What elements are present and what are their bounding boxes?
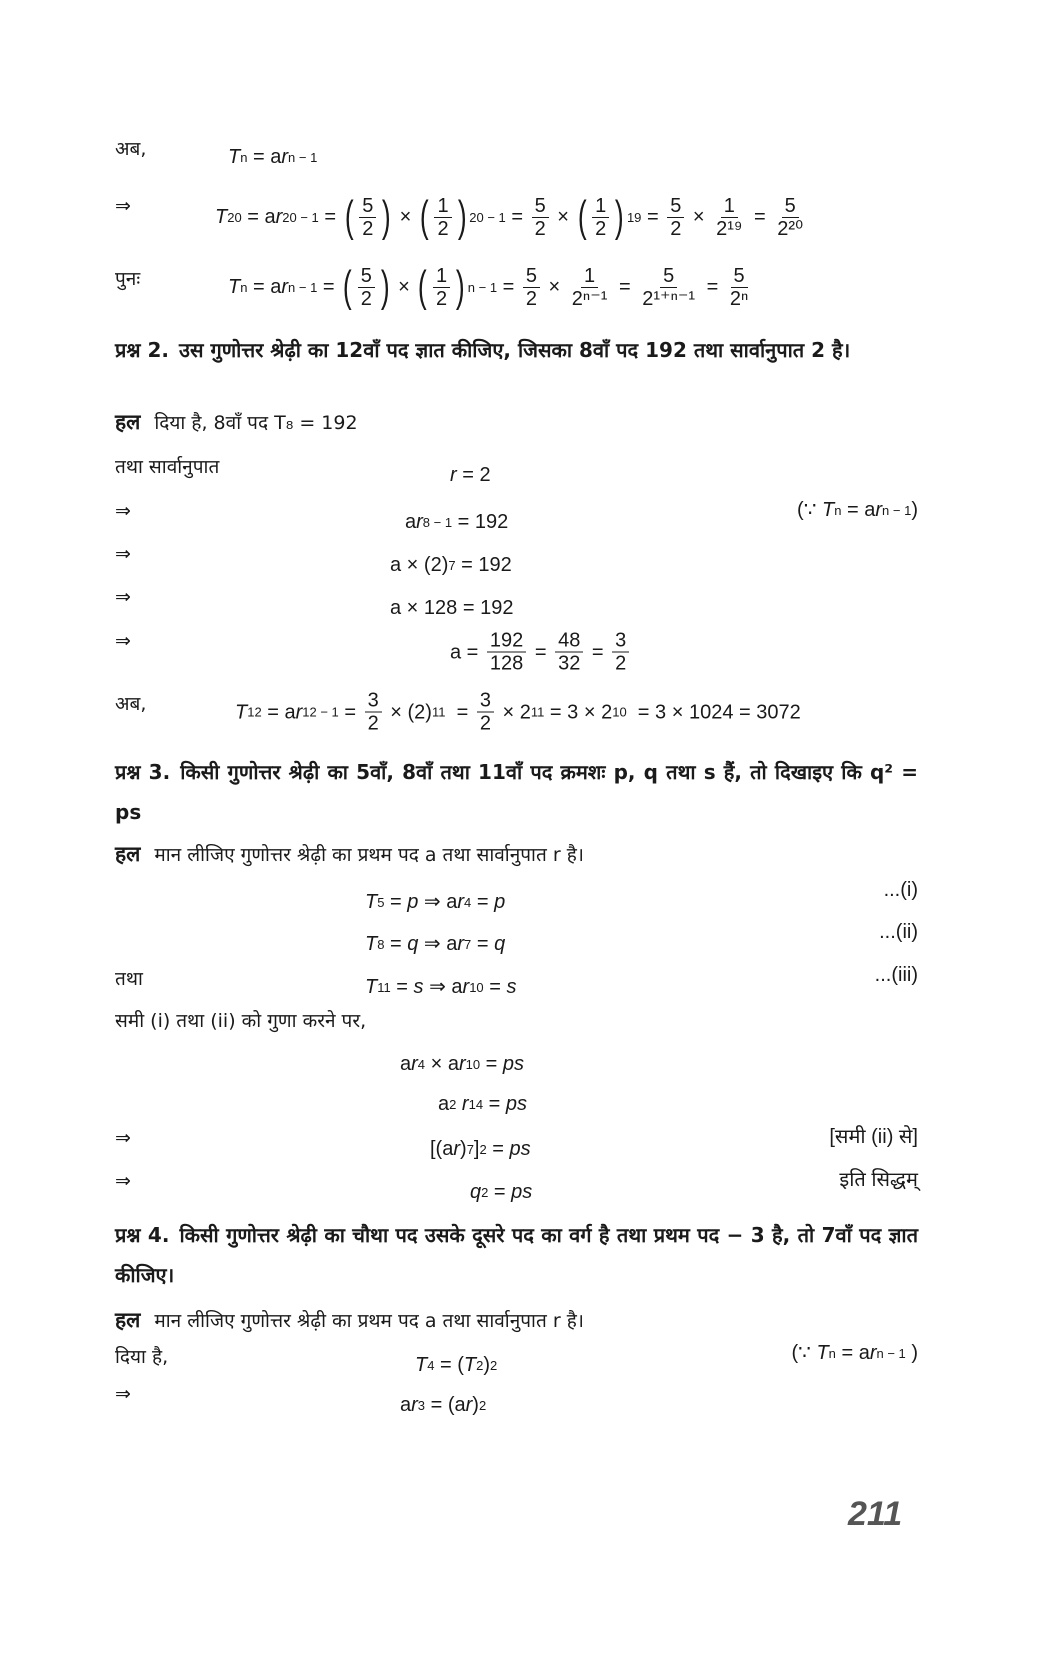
math-expression <box>400 1395 486 1415</box>
math-text: = (a <box>425 1394 466 1416</box>
math-variable: T <box>415 1354 428 1376</box>
numerator: 5 <box>667 196 684 218</box>
math-text: ⇒ a <box>418 933 458 955</box>
fraction <box>639 266 698 309</box>
equation <box>228 147 317 167</box>
equation <box>215 192 809 241</box>
page-number: 211 <box>848 1495 903 1533</box>
superscript: 2 <box>479 1141 487 1157</box>
fraction <box>477 691 494 734</box>
math-variable: r <box>457 933 465 955</box>
line-label: ⇒ <box>115 1383 131 1405</box>
math-variable: r <box>458 1053 466 1075</box>
numerator: 3 <box>612 631 629 653</box>
superscript: 2 <box>490 1357 498 1373</box>
superscript: n − 1 <box>876 1345 906 1361</box>
subscript: n <box>240 149 248 165</box>
math-text: = a <box>261 701 296 723</box>
math-variable: r <box>275 206 283 228</box>
subscript: 8 <box>377 936 385 952</box>
equation <box>228 262 754 311</box>
line-label: ⇒ <box>115 500 131 522</box>
superscript: 3 <box>417 1397 426 1413</box>
question-text: किसी गुणोत्तर श्रेढ़ी का 5वाँ, 8वाँ तथा 11वाँ पद क्रमशः p, q तथा s हैं, तो दिखाइए कि q² = ps <box>115 760 918 824</box>
math-expression <box>884 880 918 900</box>
fraction <box>592 196 609 239</box>
math-expression <box>390 598 513 618</box>
fraction <box>555 631 583 674</box>
subscript: n <box>240 279 248 295</box>
superscript: 19 <box>626 209 642 225</box>
math-text: ...(i) <box>883 879 918 901</box>
numerator: 192 <box>487 631 526 653</box>
equation <box>400 1054 524 1074</box>
math-text: = 192 <box>452 511 509 533</box>
superscript: 11 <box>530 704 545 720</box>
math-text: ) <box>911 499 918 521</box>
math-variable: T <box>463 1354 477 1376</box>
math-variable: T <box>215 206 228 228</box>
math-text: = ( <box>434 1354 464 1376</box>
math-text: = a <box>835 1342 870 1364</box>
line-label: तथा सार्वानुपात <box>115 456 220 478</box>
numerator: 5 <box>731 266 748 288</box>
math-text: a <box>400 1394 412 1416</box>
math-text: = <box>505 206 529 228</box>
math-text: a × 128 = 192 <box>390 597 514 619</box>
math-variable: T <box>228 276 241 298</box>
math-variable: p <box>407 891 419 913</box>
fraction <box>433 266 450 309</box>
math-text: a × (2) <box>390 554 449 576</box>
equation-note <box>884 880 918 900</box>
math-variable: r <box>411 1394 418 1416</box>
equation <box>365 892 505 912</box>
math-variable: s <box>506 976 517 998</box>
math-expression <box>792 1343 919 1363</box>
math-expression <box>450 631 632 674</box>
line-label: ⇒ <box>115 543 131 565</box>
math-expression <box>215 192 809 241</box>
parenthesized-fraction <box>415 262 467 311</box>
math-variable: r <box>281 276 289 298</box>
right-paren: ) <box>615 192 625 241</box>
numerator: 1 <box>433 266 450 288</box>
math-variable: r <box>465 1394 473 1416</box>
left-paren: ( <box>343 262 352 311</box>
fraction <box>359 196 376 239</box>
math-variable: r <box>461 1093 469 1115</box>
math-text: ] <box>473 1138 480 1160</box>
superscript: 7 <box>448 557 456 573</box>
math-text: = 192 <box>455 554 512 576</box>
math-text: ) <box>472 1394 479 1416</box>
superscript: 14 <box>468 1096 484 1112</box>
denominator: 32 <box>558 652 581 675</box>
parenthesized-fraction <box>417 192 469 241</box>
math-text: × <box>543 276 566 298</box>
equation-note <box>879 922 918 942</box>
math-variable: r <box>453 1138 461 1160</box>
numerator: 5 <box>782 196 799 218</box>
math-expression <box>829 1127 918 1147</box>
denominator: 128 <box>489 652 524 675</box>
math-variable: T <box>816 1342 829 1364</box>
fraction <box>727 266 751 309</box>
line-label: ⇒ <box>115 630 131 652</box>
math-variable: q <box>470 1181 482 1203</box>
math-variable: T <box>365 891 378 913</box>
subscript: n <box>834 502 842 518</box>
subscript: n <box>828 1345 836 1361</box>
denominator: 2 <box>525 287 537 310</box>
question-number: प्रश्न 4. <box>115 1223 170 1247</box>
math-text: × <box>687 206 711 228</box>
equation <box>450 465 491 485</box>
math-text: a <box>405 511 417 533</box>
equation <box>365 977 516 997</box>
math-variable: q <box>407 933 419 955</box>
math-variable: q <box>494 933 506 955</box>
question-number: प्रश्न 2. <box>115 338 169 362</box>
denominator: 2 <box>362 217 374 240</box>
math-text: = 3 × 2 <box>544 701 613 723</box>
math-text: = <box>486 1138 510 1160</box>
line-label: अब, <box>115 138 147 160</box>
math-expression <box>839 1170 918 1190</box>
math-text: [(a <box>430 1138 454 1160</box>
math-text: × <box>394 206 417 228</box>
question-text: किसी गुणोत्तर श्रेढ़ी का चौथा पद उसके दूसरे पद का वर्ग है तथा प्रथम पद − 3 है, तो 7वाँ पद ज्ञात कीजिए। <box>115 1223 919 1287</box>
math-text: = <box>529 641 553 663</box>
right-paren: ) <box>382 192 392 241</box>
question-text: उस गुणोत्तर श्रेढ़ी का 12वाँ पद ज्ञात कीजिए, जिसका 8वाँ पद 192 तथा सार्वानुपात 2 है। <box>179 338 851 362</box>
math-text: × a <box>425 1053 459 1075</box>
math-text: = <box>318 206 342 228</box>
solution-4-intro <box>115 1306 584 1334</box>
math-variable: ps <box>505 1093 527 1115</box>
math-text: ⇒ a <box>418 891 458 913</box>
right-paren: ) <box>457 192 467 241</box>
math-variable: r <box>295 701 303 723</box>
math-text: = 2 <box>456 464 491 486</box>
line-label: ⇒ <box>115 1170 131 1192</box>
math-variable: ps <box>509 1138 531 1160</box>
left-paren: ( <box>419 192 429 241</box>
equation <box>390 555 512 575</box>
fraction <box>612 631 629 674</box>
superscript: 2 <box>478 1397 487 1413</box>
equation <box>390 598 513 618</box>
math-variable: T <box>365 976 378 998</box>
superscript: n − 1 <box>288 149 318 165</box>
math-text: = <box>445 701 474 723</box>
superscript: 10 <box>612 704 627 720</box>
fraction <box>667 196 684 239</box>
numerator: 1 <box>592 196 609 218</box>
line-label: तथा <box>115 968 143 990</box>
subscript: 11 <box>377 979 391 995</box>
math-expression <box>390 555 512 575</box>
solution-text: मान लीजिए गुणोत्तर श्रेढ़ी का प्रथम पद a तथा सार्वानुपात r है। <box>154 1310 584 1332</box>
numerator: 5 <box>532 196 549 218</box>
superscript: n − 1 <box>882 502 912 518</box>
math-text: × <box>392 276 416 298</box>
denominator: 2 <box>479 712 491 735</box>
math-variable: r <box>869 1342 877 1364</box>
solution-label: हल <box>115 842 141 866</box>
superscript: 8 − 1 <box>422 514 453 530</box>
math-text: ...(iii) <box>874 964 918 986</box>
equation <box>235 691 801 734</box>
solution-2-intro <box>115 408 358 436</box>
numerator: 5 <box>660 266 677 288</box>
denominator: 2ⁿ⁻¹ <box>571 287 608 310</box>
math-text: = <box>488 1181 512 1203</box>
math-text: a <box>438 1093 450 1115</box>
equation-note <box>797 500 918 520</box>
math-text: ...(ii) <box>879 921 918 943</box>
denominator: 2 <box>595 217 607 240</box>
solution-3-step <box>115 1007 366 1033</box>
math-text: = <box>613 276 637 298</box>
equation <box>438 1094 527 1114</box>
math-text: = <box>701 276 724 298</box>
denominator: 2¹⁺ⁿ⁻¹ <box>642 287 696 310</box>
math-variable: r <box>281 146 289 168</box>
line-label: दिया है, <box>115 1346 169 1368</box>
math-text: = <box>483 976 507 998</box>
equation <box>450 631 632 674</box>
equation <box>415 1355 497 1375</box>
math-text: इति सिद्धम् <box>839 1169 918 1191</box>
superscript: 11 <box>431 704 446 720</box>
math-text: = <box>317 276 341 298</box>
superscript: 10 <box>465 1056 481 1072</box>
math-text: = <box>384 891 408 913</box>
math-expression <box>365 934 505 954</box>
fraction <box>713 196 745 239</box>
fraction <box>569 266 611 309</box>
line-label: ⇒ <box>115 586 131 608</box>
numerator: 5 <box>359 196 376 218</box>
math-expression <box>228 262 754 311</box>
math-expression <box>415 1355 497 1375</box>
math-text: = 3 × 1024 = 3072 <box>626 701 801 723</box>
math-text: = a <box>241 206 276 228</box>
solution-text: मान लीजिए गुणोत्तर श्रेढ़ी का प्रथम पद a तथा सार्वानुपात r है। <box>154 844 584 866</box>
math-text: ) <box>460 1138 467 1160</box>
math-variable: T <box>235 701 248 723</box>
denominator: 2 <box>437 217 449 240</box>
subscript: 20 <box>227 209 242 225</box>
line-label: पुनः <box>115 268 141 290</box>
numerator: 5 <box>358 266 375 288</box>
math-text: × (2) <box>384 701 432 723</box>
math-expression <box>470 1182 532 1202</box>
numerator: 3 <box>365 691 382 713</box>
fraction <box>774 196 806 239</box>
math-text: = <box>641 206 665 228</box>
equation <box>470 1182 532 1202</box>
denominator: 2ⁿ <box>729 287 749 310</box>
numerator: 48 <box>555 631 583 653</box>
denominator: 2 <box>436 287 448 310</box>
equation <box>405 512 508 532</box>
math-text: (∵ <box>791 1342 817 1364</box>
math-text: = <box>748 206 772 228</box>
equation-note <box>829 1127 918 1147</box>
math-text: [समी (ii) से] <box>829 1126 918 1148</box>
solution-text: दिया है, 8वाँ पद T₈ = 192 <box>154 412 358 434</box>
math-variable: T <box>822 499 835 521</box>
math-variable: ps <box>502 1053 525 1075</box>
math-text: ) <box>483 1354 491 1376</box>
denominator: 2²⁰ <box>777 217 804 240</box>
superscript: 4 <box>464 894 472 910</box>
right-paren: ) <box>456 262 465 311</box>
equation-note <box>875 965 918 985</box>
fraction <box>487 631 526 674</box>
denominator: 2¹⁹ <box>716 217 743 240</box>
fraction <box>532 196 549 239</box>
question-3 <box>115 752 918 832</box>
math-text: = a <box>247 146 282 168</box>
superscript: n − 1 <box>288 279 318 295</box>
math-variable: r <box>411 1053 418 1075</box>
solution-text: समी (i) तथा (ii) को गुणा करने पर, <box>115 1010 367 1032</box>
superscript: 10 <box>469 979 484 995</box>
question-4 <box>115 1215 918 1295</box>
math-text: × 2 <box>496 701 531 723</box>
math-variable: r <box>450 464 457 486</box>
fraction <box>434 196 451 239</box>
denominator: 2 <box>534 217 546 240</box>
left-paren: ( <box>418 262 428 311</box>
line-label: ⇒ <box>115 195 131 217</box>
numerator: 5 <box>523 266 540 288</box>
math-expression <box>365 977 516 997</box>
math-text: ⇒ a <box>423 976 463 998</box>
parenthesized-fraction <box>340 262 392 311</box>
superscript: 7 <box>466 1141 474 1157</box>
denominator: 2 <box>367 712 379 735</box>
fraction <box>523 266 540 309</box>
math-text: = <box>483 1093 506 1115</box>
math-text: = a <box>247 276 282 298</box>
math-text: = <box>338 701 362 723</box>
superscript: n − 1 <box>467 279 498 295</box>
math-text: a = <box>450 641 484 663</box>
math-text: (∵ <box>797 499 822 521</box>
math-expression <box>879 922 918 942</box>
equation <box>400 1395 486 1415</box>
math-text: = <box>480 1053 503 1075</box>
equation <box>430 1139 531 1159</box>
superscript: 2 <box>481 1184 489 1200</box>
numerator: 1 <box>581 266 598 288</box>
equation <box>365 934 505 954</box>
math-text: = <box>497 276 520 298</box>
math-variable: T <box>228 146 241 168</box>
subscript: 4 <box>427 1357 435 1373</box>
line-label: ⇒ <box>115 1127 131 1149</box>
superscript: 12 − 1 <box>302 704 339 720</box>
math-variable: ps <box>511 1181 533 1203</box>
parenthesized-fraction <box>575 192 627 241</box>
line-label: अब, <box>115 693 147 715</box>
math-expression <box>400 1054 524 1074</box>
fraction <box>358 266 375 309</box>
math-expression <box>235 691 801 734</box>
superscript: 20 − 1 <box>469 209 506 225</box>
math-expression <box>228 147 317 167</box>
equation-note <box>839 1170 918 1190</box>
denominator: 2 <box>670 217 682 240</box>
math-text: = <box>390 976 414 998</box>
math-expression <box>405 512 508 532</box>
denominator: 2 <box>360 287 372 310</box>
math-text: = <box>586 641 610 663</box>
superscript: 20 − 1 <box>282 209 319 225</box>
solution-3-intro <box>115 840 584 868</box>
left-paren: ( <box>344 192 354 241</box>
math-variable: r <box>875 499 883 521</box>
math-variable: p <box>494 891 506 913</box>
parenthesized-fraction <box>342 192 394 241</box>
question-number: प्रश्न 3. <box>115 760 171 784</box>
math-variable: r <box>462 976 470 998</box>
solution-label: हल <box>115 410 141 434</box>
left-paren: ( <box>577 192 587 241</box>
subscript: 12 <box>247 704 262 720</box>
math-variable: T <box>365 933 378 955</box>
fraction <box>365 691 382 734</box>
math-variable: s <box>413 976 424 998</box>
math-expression <box>430 1139 531 1159</box>
solution-label: हल <box>115 1308 141 1332</box>
math-text: × <box>551 206 575 228</box>
numerator: 1 <box>721 196 738 218</box>
subscript: 5 <box>377 894 385 910</box>
math-text: a <box>400 1053 412 1075</box>
math-text: = <box>384 933 408 955</box>
numerator: 3 <box>477 691 494 713</box>
math-text: = <box>471 891 495 913</box>
math-expression <box>365 892 505 912</box>
math-variable: r <box>416 511 423 533</box>
question-2 <box>115 330 918 370</box>
right-paren: ) <box>380 262 390 311</box>
math-expression <box>797 500 918 520</box>
math-text: = <box>471 933 495 955</box>
math-text: = a <box>841 499 876 521</box>
math-expression <box>438 1094 527 1114</box>
math-expression <box>450 465 491 485</box>
superscript: 7 <box>464 936 472 952</box>
equation-note <box>792 1343 919 1363</box>
superscript: 4 <box>417 1056 426 1072</box>
math-variable: r <box>457 891 465 913</box>
numerator: 1 <box>434 196 451 218</box>
subscript: 2 <box>476 1357 484 1373</box>
superscript: 2 <box>449 1096 457 1112</box>
denominator: 2 <box>615 652 627 675</box>
math-text: ) <box>905 1342 918 1364</box>
math-expression <box>875 965 918 985</box>
